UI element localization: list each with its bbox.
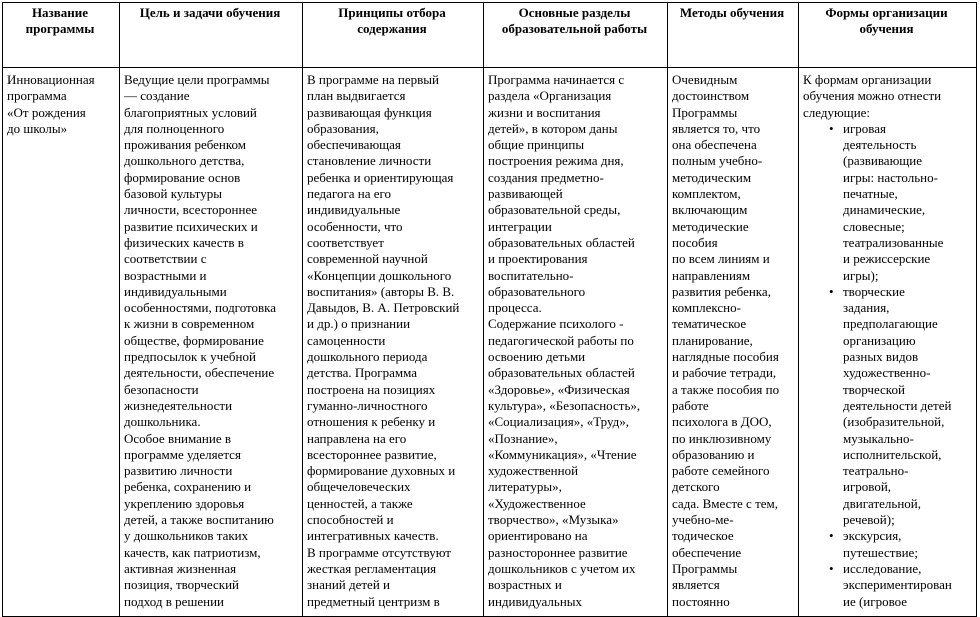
bullet-icon: • — [829, 528, 834, 544]
header-goals: Цель и задачи обучения — [120, 3, 303, 68]
list-item: • творческие задания, предполагающие организацию разных видов художественно- творческой деятельности детей (изобразительной, музыкально- исполнительской, театрально- игровой, двигательной, речевой); — [829, 283, 952, 528]
cell-forms — [799, 68, 977, 617]
header-sections: Основные разделы образовательной работы — [484, 3, 668, 68]
cell-goals: Ведущие цели программы — создание благоприятных условий для полноценного проживания ребенком дошкольного детства, формирование основ базовой культуры личности, всестороннее развитие психических и физических качеств в соответствии с возрастными и индивидуальными особенностями, подготовка к жизни в современном обществе, формирование предпосылок к учебной деятельности, обеспечение безопасности жизнедеятельности дошкольника. Особое внимание в программе уделяется развитию личности ребенка, сохранению и укреплению здоровья детей, а также воспитанию у дошкольников таких качеств, как патриотизм, активная жизненная позиция, творческий подход в решении — [120, 68, 303, 617]
bullet-icon: • — [829, 120, 834, 136]
forms-list — [803, 121, 970, 610]
bullet-icon: • — [829, 283, 834, 299]
cell-program-name: Инновационная программа «От рождения до школы» — [3, 68, 120, 617]
list-item: • игровая деятельность (развивающие игры: настольно- печатные, динамические, словесные; театрализованные и режиссерские игры); — [829, 120, 944, 283]
cell-sections: Программа начинается с раздела «Организация жизни и воспитания детей», в котором даны общие принципы построения режима дня, создания предметно- развивающей образовательной среды, интеграции образовательных областей и проектирования воспитательно- образовательного процесса. Содержание психолого - педагогической работы по освоению детьми образовательных областей «Здоровье», «Физическая культура», «Безопасность», «Социализация», «Труд», «Познание», «Коммуникация», «Чтение художественной литературы», «Художественное творчество», «Музыка» ориентировано на разностороннее развитие дошкольников с учетом их возрастных и индивидуальных — [484, 68, 668, 617]
table-row — [3, 68, 977, 617]
bullet-icon: • — [829, 560, 834, 576]
forms-intro: К формам организации обучения можно отнести следующие: — [803, 72, 942, 120]
table-header-row — [3, 3, 977, 68]
cell-principles: В программе на первый план выдвигается развивающая функция образования, обеспечивающая становление личности ребенка и ориентирующая педагога на его индивидуальные особенности, что соответствует современной научной «Концепции дошкольного воспитания» (авторы В. В. Давыдов, В. А. Петровский и др.) о признании самоценности дошкольного периода детства. Программа построена на позициях гуманно-личностного отношения к ребенку и направлена на его всестороннее развитие, формирование духовных и общечеловеческих ценностей, а также способностей и интегративных качеств. В программе отсутствуют жесткая регламентация знаний детей и предметный центризм в — [303, 68, 484, 617]
header-principles: Принципы отбора содержания — [303, 3, 484, 68]
list-item: • экскурсия, путешествие; — [829, 528, 918, 560]
header-forms: Формы организации обучения — [799, 3, 977, 68]
cell-methods: Очевидным достоинством Программы является то, что она обеспечена полным учебно- методическим комплектом, включающим методические пособия по всем линиям и направлениям развития ребенка, комплексно- тематическое планирование, наглядные пособия и рабочие тетради, а также пособия по работе психолога в ДОО, по инклюзивному образованию и работе семейного детского сада. Вместе с тем, учебно-ме- тодическое обеспечение Программы является постоянно — [668, 68, 799, 617]
header-methods: Методы обучения — [668, 3, 799, 68]
list-item: • исследование, экспериментирован ие (игровое — [829, 560, 952, 609]
program-comparison-table — [2, 2, 977, 617]
header-program-name: Название программы — [3, 3, 120, 68]
